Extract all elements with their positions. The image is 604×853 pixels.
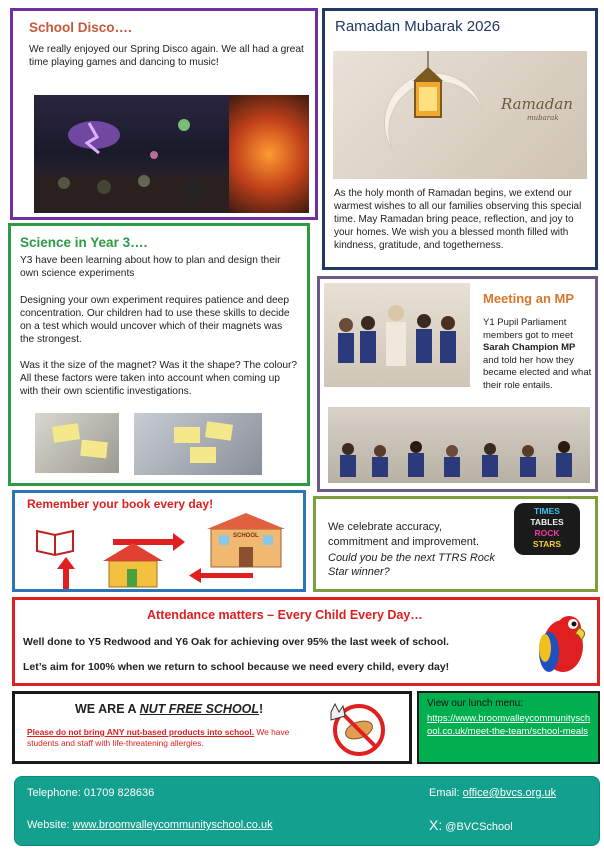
right-arrow-icon (113, 533, 185, 551)
mp-photo-group (324, 283, 470, 387)
footer-phone: Telephone: 01709 828636 (27, 787, 155, 799)
science-panel (8, 223, 310, 486)
ramadan-title: Ramadan Mubarak 2026 (335, 18, 501, 35)
ttrs-logo-word-4: STARS (532, 539, 562, 549)
mp-panel (317, 276, 598, 492)
footer-website-link[interactable]: www.broomvalleycommunityschool.co.uk (72, 819, 273, 831)
ttrs-logo-word-3: ROCK (534, 528, 560, 538)
disco-title: School Disco…. (29, 20, 132, 35)
footer-panel (14, 776, 600, 846)
ramadan-image (333, 51, 587, 179)
science-photo-1 (35, 413, 119, 473)
mp-text-post: and told her how they became elected and what their role entails. (483, 354, 592, 391)
ttrs-panel (313, 496, 598, 592)
nutfree-panel (12, 691, 412, 764)
disco-photo-hall (34, 95, 240, 213)
science-p3: Was it the size of the magnet? Was it the shape? The colour? All these factors were taken into account when coming up with their own scientific investigations. (20, 360, 298, 397)
ramadan-text: As the holy month of Ramadan begins, we extend our warmest wishes to all our families observing this special time. May Ramadan bring peace, reflection, and joy to your homes. We wish you a blessed month filled with kindness, gratitude, and togetherness. (334, 188, 582, 251)
no-nuts-icon (325, 698, 387, 758)
house-icon (103, 543, 163, 587)
nutfree-rest: We have students and staff with life-threatening allergies. (27, 727, 290, 748)
parrot-icon (529, 604, 593, 680)
mp-text-pre: Y1 Pupil Parliament members got to meet (483, 317, 573, 341)
open-book-icon (37, 531, 73, 555)
science-title: Science in Year 3…. (20, 235, 148, 250)
disco-panel (10, 8, 318, 220)
attendance-p1: Well done to Y5 Redwood and Y6 Oak for achieving over 95% the last week of school. (23, 636, 449, 648)
book-panel (12, 490, 306, 592)
ttrs-logo-word-1: TIMES (534, 506, 560, 516)
footer-x (429, 817, 513, 833)
footer-email-link[interactable]: office@bvcs.org.uk (462, 787, 557, 799)
school-building-icon (207, 513, 285, 567)
ttrs-logo (514, 503, 580, 555)
lunch-panel (417, 691, 600, 764)
lunch-menu-link[interactable]: https://www.broomvalleycommunityschool.co.uk/meet-the-team/school-meals (427, 713, 591, 737)
book-title: Remember your book every day! (27, 497, 214, 511)
ttrs-logo-word-2: TABLES (530, 517, 564, 527)
ramadan-image-sub: mubarak (527, 114, 559, 122)
nutfree-title (75, 702, 263, 716)
nutfree-title-post: ! (259, 702, 264, 716)
attendance-p2: Let’s aim for 100% when we return to school because we need every child, every day! (23, 661, 450, 673)
ttrs-line3: Could you be the next TTRS Rock Star winner? (328, 552, 495, 578)
lunch-label: View our lunch menu: (427, 698, 523, 709)
disco-photo-child (229, 95, 309, 213)
ttrs-line1: We celebrate accuracy, (328, 521, 442, 533)
left-arrow-icon (189, 568, 253, 583)
nutfree-warn: Please do not bring ANY nut-based products into school. (27, 727, 255, 737)
disco-text: We really enjoyed our Spring Disco again. We all had a great time playing games and dancing to music! (29, 44, 304, 68)
footer-email-label: Email: (429, 787, 463, 799)
science-photo-2 (134, 413, 262, 475)
mp-text (483, 317, 593, 392)
science-p1: Y3 have been learning about how to plan and design their own science experiments (20, 255, 281, 279)
nutfree-text (27, 727, 319, 749)
science-p2: Designing your own experiment requires patience and deep concentration. Our children had to use these skills to decide on a test which would uncover which of their magnets was the strongest. (20, 295, 290, 345)
attendance-title: Attendance matters – Every Child Every Day… (147, 608, 423, 622)
ramadan-image-script: Ramadan (501, 95, 573, 113)
footer-x-handle: @BVCSchool (442, 821, 513, 833)
ramadan-panel (322, 8, 598, 270)
up-arrow-icon (57, 557, 75, 589)
footer-website (27, 819, 273, 831)
nutfree-title-pre: WE ARE A (75, 702, 140, 716)
mp-class-graphic (328, 407, 590, 483)
ttrs-line2: commitment and improvement. (328, 536, 479, 548)
disco-lights-graphic (34, 95, 240, 213)
mp-name: Sarah Champion MP (483, 342, 576, 353)
school-sign-label: SCHOOL (233, 533, 259, 539)
footer-website-label: Website: (27, 819, 73, 831)
book-cycle-graphic (15, 513, 303, 589)
mp-title: Meeting an MP (483, 291, 575, 306)
attendance-panel (12, 597, 600, 686)
mp-photo-class (328, 407, 590, 483)
nutfree-title-em: NUT FREE SCHOOL (139, 702, 260, 716)
mp-group-graphic (324, 283, 470, 387)
x-logo-icon: X: (429, 817, 443, 833)
footer-email (429, 787, 556, 799)
